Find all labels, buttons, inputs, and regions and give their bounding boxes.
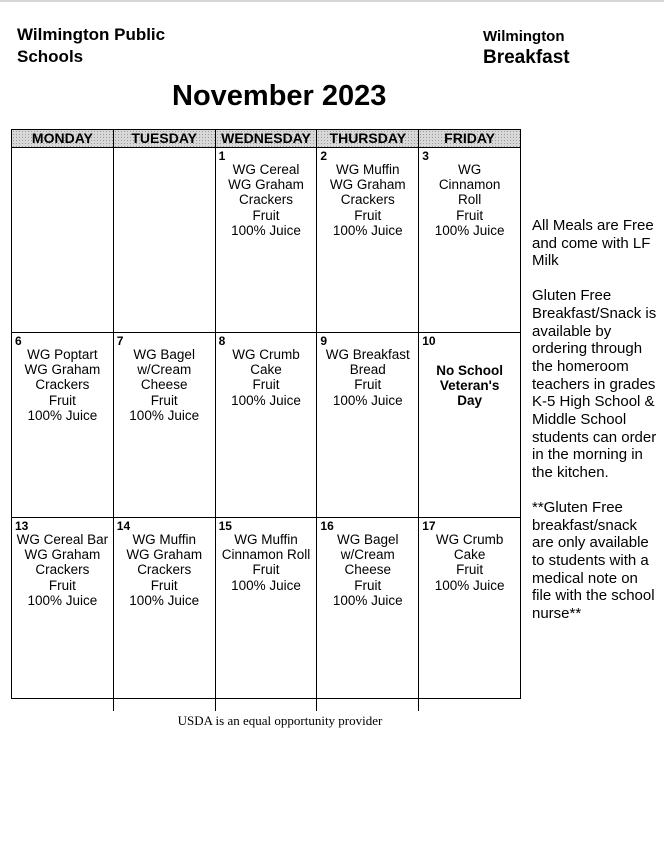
note-free-meals: All Meals are Free and come with LF Milk xyxy=(532,217,654,270)
menu-item: 100% Juice xyxy=(434,222,505,238)
menu-item: Fruit xyxy=(48,577,76,593)
menu-item: WG Cereal xyxy=(232,162,300,177)
menu-item: Bread xyxy=(349,362,386,378)
day-cell xyxy=(419,148,520,332)
day-number: 6 xyxy=(15,334,22,348)
menu-item: WG Crumb xyxy=(232,347,300,362)
usda-footer: USDA is an equal opportunity provider xyxy=(177,713,383,728)
menu-item: 100% Juice xyxy=(231,222,301,238)
day-cell xyxy=(317,148,419,332)
menu-item: w/Cream xyxy=(340,547,395,563)
weekday-header-thursday: THURSDAY xyxy=(317,130,419,147)
top-rule xyxy=(0,0,664,2)
day-cell xyxy=(216,148,318,332)
menu-items xyxy=(216,333,317,408)
day-cell xyxy=(419,333,520,517)
month-title: November 2023 xyxy=(172,80,387,112)
menu-item: No School xyxy=(436,363,503,378)
menu-item: Fruit xyxy=(252,562,280,578)
day-cell xyxy=(216,333,318,517)
day-cell xyxy=(419,518,520,711)
weekday-header-row xyxy=(12,130,520,148)
week-row xyxy=(12,518,520,711)
menu-item: Crackers xyxy=(137,562,192,578)
note-gluten-free-ordering: Gluten Free Breakfast/Snack is available by ordering through the homeroom teachers in grades K-5 High School & Middle School students can order in the morning in the kitchen. xyxy=(532,287,657,482)
menu-item: 100% Juice xyxy=(27,592,98,608)
weekday-header-friday: FRIDAY xyxy=(419,130,520,147)
menu-items xyxy=(317,148,418,238)
weekday-header-wednesday: WEDNESDAY xyxy=(216,130,318,147)
menu-item: Veteran's xyxy=(439,378,500,394)
day-number: 1 xyxy=(218,149,226,163)
menu-item: WG Graham xyxy=(329,177,406,193)
day-number: 9 xyxy=(320,334,328,348)
day-cell xyxy=(12,518,114,711)
menu-item: WG Graham xyxy=(126,547,203,563)
menu-item: Fruit xyxy=(456,207,484,223)
menu-item: WG Poptart xyxy=(27,347,98,362)
menu-item: Fruit xyxy=(252,207,280,223)
day-number: 16 xyxy=(320,519,334,533)
menu-item: WG Graham xyxy=(24,547,101,563)
menu-item: Fruit xyxy=(252,377,280,393)
menu-item: WG Bagel xyxy=(337,532,399,547)
menu-item: 100% Juice xyxy=(434,577,505,593)
week-row xyxy=(12,333,520,518)
menu-item: Fruit xyxy=(48,392,76,408)
menu-item: 100% Juice xyxy=(332,592,403,608)
menu-item: Roll xyxy=(457,192,482,208)
menu-items xyxy=(419,148,520,238)
menu-item: Crackers xyxy=(35,562,90,578)
day-cell xyxy=(317,333,419,517)
menu-item: Fruit xyxy=(456,562,484,578)
menu-item: w/Cream xyxy=(137,362,192,378)
day-number: 8 xyxy=(218,334,226,348)
menu-item: 100% Juice xyxy=(129,592,200,608)
menu-item: WG Graham xyxy=(24,362,101,378)
menu-item: Crackers xyxy=(238,192,293,208)
menu-item: WG xyxy=(457,162,482,177)
menu-item: Cinnamon xyxy=(438,177,501,193)
menu-item: 100% Juice xyxy=(27,407,98,423)
menu-item: 100% Juice xyxy=(332,392,403,408)
menu-item: Fruit xyxy=(354,207,382,223)
day-cell xyxy=(114,148,216,332)
day-number: 15 xyxy=(218,519,232,533)
day-number: 7 xyxy=(116,334,124,348)
program-title-line2: Breakfast xyxy=(483,47,570,68)
menu-item: Cheese xyxy=(344,562,392,578)
day-cell xyxy=(114,518,216,711)
menu-item: WG Breakfast xyxy=(325,347,410,362)
menu-item: 100% Juice xyxy=(231,392,301,408)
day-number: 13 xyxy=(15,519,29,533)
day-cell xyxy=(12,148,114,332)
menu-item: Fruit xyxy=(354,377,382,393)
program-title xyxy=(483,27,570,69)
menu-item: WG Crumb xyxy=(435,532,504,547)
day-number: 3 xyxy=(422,149,429,163)
menu-items xyxy=(12,333,113,423)
menu-items xyxy=(114,333,215,423)
menu-item: Cinnamon Roll xyxy=(221,547,311,563)
week-row xyxy=(12,148,520,333)
menu-items xyxy=(317,333,418,408)
day-cell xyxy=(317,518,419,711)
menu-item: Fruit xyxy=(150,392,178,408)
menu-item: Crackers xyxy=(35,377,90,393)
menu-item: 100% Juice xyxy=(332,222,403,238)
menu-item: WG Muffin xyxy=(336,162,400,177)
menu-item: Cake xyxy=(250,362,282,378)
notes-panel xyxy=(532,217,660,640)
menu-item: WG Graham xyxy=(228,177,304,193)
menu-item: Crackers xyxy=(340,192,395,208)
weekday-header-monday: MONDAY xyxy=(12,130,114,147)
day-number: 14 xyxy=(116,519,131,533)
menu-items xyxy=(114,148,215,162)
menu-item: Day xyxy=(457,393,482,409)
menu-calendar xyxy=(11,129,521,699)
menu-item: Cheese xyxy=(140,377,188,393)
menu-item: Fruit xyxy=(150,577,178,593)
day-number: 10 xyxy=(422,334,436,348)
menu-item: Cake xyxy=(453,547,486,563)
menu-item: WG Cereal Bar xyxy=(16,532,109,547)
menu-item: 100% Juice xyxy=(129,407,200,423)
note-medical-requirement: **Gluten Free breakfast/snack are only available to students with a medical note on file with the school nurse** xyxy=(532,498,655,623)
menu-item: WG Muffin xyxy=(132,532,196,547)
day-number: 17 xyxy=(422,519,436,533)
program-title-line1: Wilmington xyxy=(483,28,565,45)
menu-item: WG Bagel xyxy=(133,347,195,362)
day-cell xyxy=(114,333,216,517)
menu-items xyxy=(216,148,317,238)
day-cell xyxy=(12,333,114,517)
menu-items xyxy=(12,148,113,162)
menu-item: 100% Juice xyxy=(231,577,301,593)
district-name: Wilmington Public Schools xyxy=(17,25,166,66)
day-cell xyxy=(216,518,318,711)
menu-item: WG Muffin xyxy=(234,532,298,547)
weekday-header-tuesday: TUESDAY xyxy=(114,130,216,147)
menu-item: Fruit xyxy=(354,577,382,593)
day-number: 2 xyxy=(320,149,328,163)
